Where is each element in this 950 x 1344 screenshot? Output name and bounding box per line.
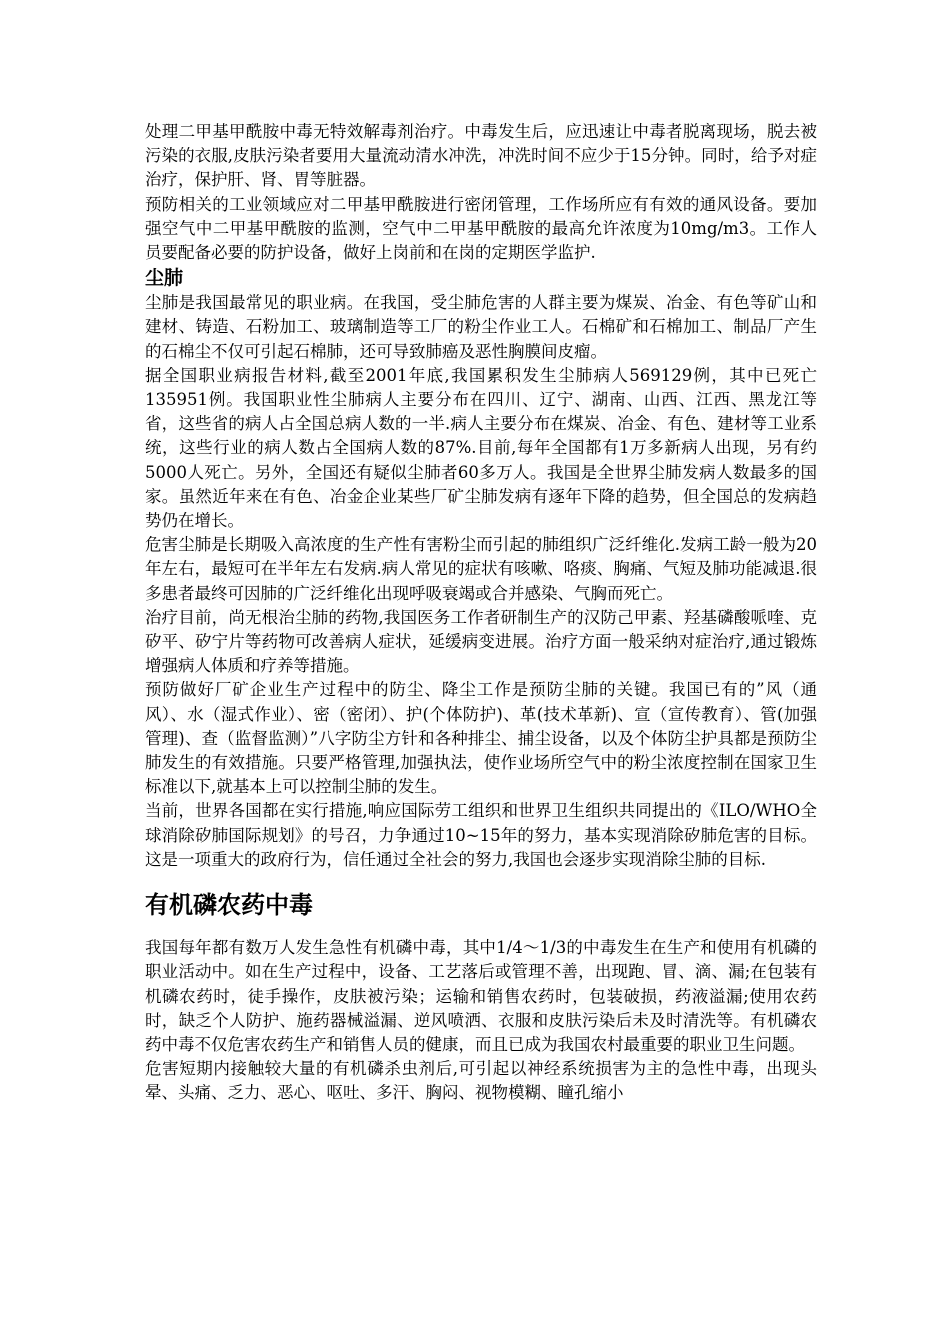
paragraph-pneumoconiosis-hazard: 危害尘肺是长期吸入高浓度的生产性有害粉尘而引起的肺组织广泛纤维化.发病工龄一般为20年左右，最短可在半年左右发病.病人常见的症状有咳嗽、咯痰、胸痛、气短及肺功能减退.很多患者最终可因肺的广泛纤维化出现呼吸衰竭或合并感染、气胸而死亡。 <box>145 535 817 603</box>
paragraph-pneumoconiosis-prevention: 预防做好厂矿企业生产过程中的防尘、降尘工作是预防尘肺的关键。我国已有的”风（通风）、水（湿式作业）、密（密闭）、护(个体防护)、革(技术革新)、宣（宣传教育）、管(加强管理)、查（监督监测）”八字防尘方针和各种排尘、捕尘设备，以及个体防尘护具都是预防尘肺发生的有效措施。只要严格管理,加强执法，使作业场所空气中的粉尘浓度控制在国家卫生标准以下,就基本上可以控制尘肺的发生。 <box>145 680 817 797</box>
paragraph-pneumoconiosis-current: 当前，世界各国都在实行措施,响应国际劳工组织和世界卫生组织共同提出的《ILO/WHO全球消除矽肺国际规划》的号召，力争通过10~15年的努力，基本实现消除矽肺危害的目标。这是一项重大的政府行为，信任通过全社会的努力,我国也会逐步实现消除尘肺的目标. <box>145 801 817 869</box>
paragraph-dmf-prevention: 预防相关的工业领域应对二甲基甲酰胺进行密闭管理，工作场所应有有效的通风设备。要加强空气中二甲基甲酰胺的监测，空气中二甲基甲酰胺的最高允许浓度为10mg/m3。工作人员要配备必要的防护设备，做好上岗前和在岗的定期医学监护. <box>145 194 817 263</box>
heading-pneumoconiosis: 尘肺 <box>145 267 184 290</box>
paragraph-pneumoconiosis-intro: 尘肺是我国最常见的职业病。在我国，受尘肺危害的人群主要为煤炭、冶金、有色等矿山和建材、铸造、石粉加工、玻璃制造等工厂的粉尘作业工人。石棉矿和石棉加工、制品厂产生的石棉尘不仅可引起石棉肺，还可导致肺癌及恶性胸膜间皮瘤。 <box>145 293 817 361</box>
paragraph-dmf-treatment: 处理二甲基甲酰胺中毒无特效解毒剂治疗。中毒发生后，应迅速让中毒者脱离现场，脱去被污染的衣服,皮肤污染者要用大量流动清水冲洗，冲洗时间不应少于15分钟。同时，给予对症治疗，保护肝、肾、胃等脏器。 <box>145 122 817 190</box>
paragraph-pneumoconiosis-statistics: 据全国职业病报告材料,截至2001年底,我国累积发生尘肺病人569129例，其中已死亡135951例。我国职业性尘肺病人主要分布在四川、辽宁、湖南、山西、江西、黑龙江等省，这些省的病人占全国总病人数的一半.病人主要分布在煤炭、冶金、有色、建材等工业系统，这些行业的病人数占全国病人数的87%.目前,每年全国都有1万多新病人出现，另有约5000人死亡。另外，全国还有疑似尘肺者60多万人。我国是全世界尘肺发病人数最多的国家。虽然近年来在有色、冶金企业某些厂矿尘肺发病有逐年下降的趋势，但全国总的发病趋势仍在增长。 <box>145 365 817 531</box>
document-page <box>145 120 817 1106</box>
paragraph-organophosphate-intro: 我国每年都有数万人发生急性有机磷中毒，其中1/4～1/3的中毒发生在生产和使用有机磷的职业活动中。如在生产过程中，设备、工艺落后或管理不善，出现跑、冒、滴、漏;在包装有机磷农药时，徒手操作，皮肤被污染；运输和销售农药时，包装破损，药液溢漏;使用农药时，缺乏个人防护、施药器械溢漏、逆风喷洒、衣服和皮肤污染后未及时清洗等。有机磷农药中毒不仅危害农药生产和销售人员的健康，而且已成为我国农村最重要的职业卫生问题。 <box>145 938 817 1054</box>
paragraph-pneumoconiosis-treatment: 治疗目前，尚无根治尘肺的药物,我国医务工作者研制生产的汉防己甲素、羟基磷酸哌喹、克矽平、矽宁片等药物可改善病人症状，延缓病变进展。治疗方面一般采纳对症治疗,通过锻炼增强病人体质和疗养等措施。 <box>145 607 817 676</box>
heading-organophosphate-poisoning: 有机磷农药中毒 <box>145 891 313 920</box>
paragraph-organophosphate-hazard: 危害短期内接触较大量的有机磷杀虫剂后,可引起以神经系统损害为主的急性中毒，出现头晕、头痛、乏力、恶心、呕吐、多汗、胸闷、视物模糊、瞳孔缩小 <box>145 1059 817 1103</box>
